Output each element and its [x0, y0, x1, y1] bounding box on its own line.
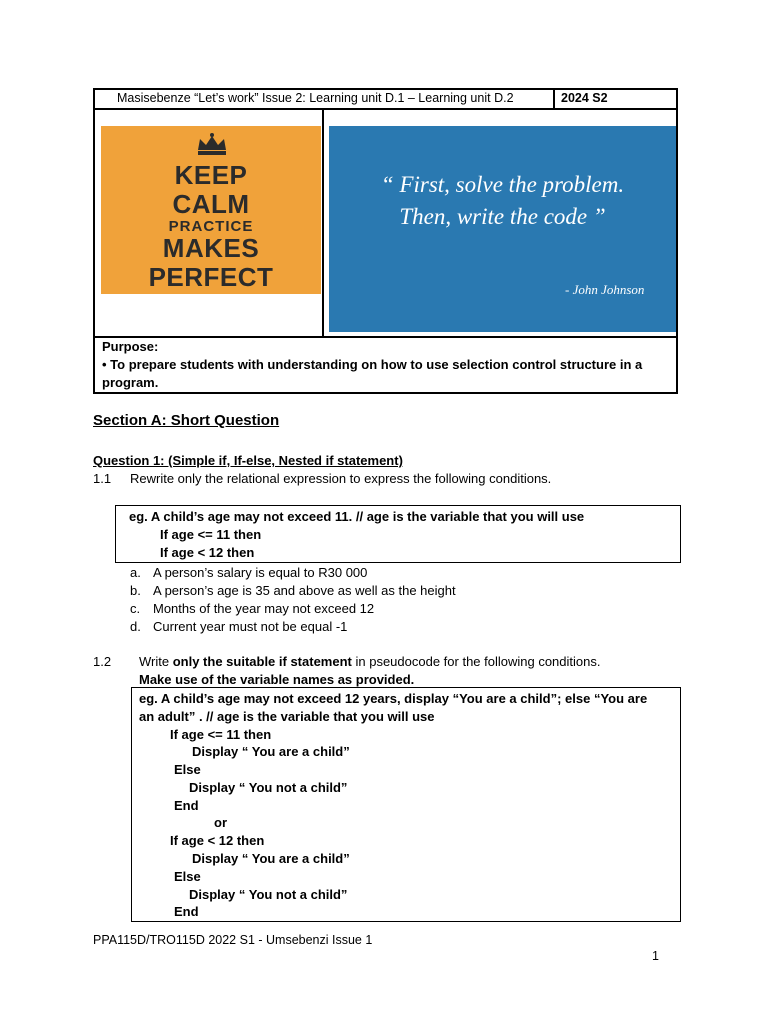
example-line: Display “ You not a child” — [189, 780, 348, 795]
header-term: 2024 S2 — [561, 91, 608, 105]
list-item-letter: c. — [130, 601, 141, 616]
question-text: Write only the suitable if statement in pseudocode for the following conditions. — [139, 654, 601, 669]
list-item-letter: a. — [130, 565, 141, 580]
footer-text: PPA115D/TRO115D 2022 S1 - Umsebenzi Issue 1 — [93, 933, 373, 947]
example-line: If age < 12 then — [170, 833, 265, 848]
example-box — [131, 687, 681, 922]
question-text: Rewrite only the relational expression to express the following conditions. — [130, 471, 552, 486]
example-box — [115, 505, 681, 563]
example-line: If age <= 11 then — [170, 727, 272, 742]
example-line: an adult” . // age is the variable that you will use — [139, 709, 435, 724]
list-item: Months of the year may not exceed 12 — [153, 601, 375, 616]
example-line: Display “ You are a child” — [192, 851, 350, 866]
purpose-block — [102, 338, 674, 392]
question-number: 1.2 — [93, 654, 112, 669]
question-title: Question 1: (Simple if, If-else, Nested if statement) — [93, 453, 403, 468]
page-number: 1 — [652, 949, 659, 963]
section-title: Section A: Short Question — [93, 412, 280, 429]
example-line: Display “ You are a child” — [192, 744, 350, 759]
example-line: Else — [174, 762, 201, 777]
example-line: End — [174, 904, 199, 919]
example-line: End — [174, 798, 199, 813]
header-title: Masisebenze “Let’s work” Issue 2: Learning unit D.1 – Learning unit D.2 — [117, 91, 514, 105]
header-row — [95, 90, 676, 110]
poster-line-2: CALM — [172, 189, 250, 219]
list-item: Current year must not be equal -1 — [153, 619, 348, 634]
poster-line-1: KEEP — [174, 160, 248, 190]
list-item-letter: d. — [130, 619, 141, 634]
example-line: or — [214, 815, 227, 830]
example-line: If age < 12 then — [160, 545, 255, 560]
divider — [553, 90, 555, 108]
quote-line-2: Then, write the code ” — [399, 204, 606, 229]
quote-line-1: “ First, solve the problem. — [380, 172, 625, 197]
list-item-letter: b. — [130, 583, 141, 598]
example-line: eg. A child’s age may not exceed 11. // age is the variable that you will use — [129, 509, 585, 524]
poster-line-4: MAKES — [162, 233, 260, 263]
keep-calm-poster — [101, 126, 321, 294]
poster-line-3: PRACTICE — [168, 218, 254, 235]
crown-icon — [195, 132, 229, 156]
purpose-label: Purpose: — [102, 339, 159, 354]
quote-author: - John Johnson — [565, 282, 645, 297]
question-number: 1.1 — [93, 471, 112, 486]
example-line: Display “ You not a child” — [189, 887, 348, 902]
quote-image — [329, 126, 676, 332]
example-line: eg. A child’s age may not exceed 12 years, display “You are a child”; else “You are — [139, 691, 648, 706]
divider — [322, 110, 324, 336]
list-item: A person’s salary is equal to R30 000 — [153, 565, 368, 580]
example-line: Else — [174, 869, 201, 884]
purpose-text: • To prepare students with understanding on how to use selection control structure in a program. — [102, 357, 643, 390]
poster-line-5: PERFECT — [148, 262, 274, 292]
example-line: If age <= 11 then — [160, 527, 262, 542]
question-text: Make use of the variable names as provided. — [139, 672, 415, 687]
list-item: A person’s age is 35 and above as well as the height — [153, 583, 456, 598]
